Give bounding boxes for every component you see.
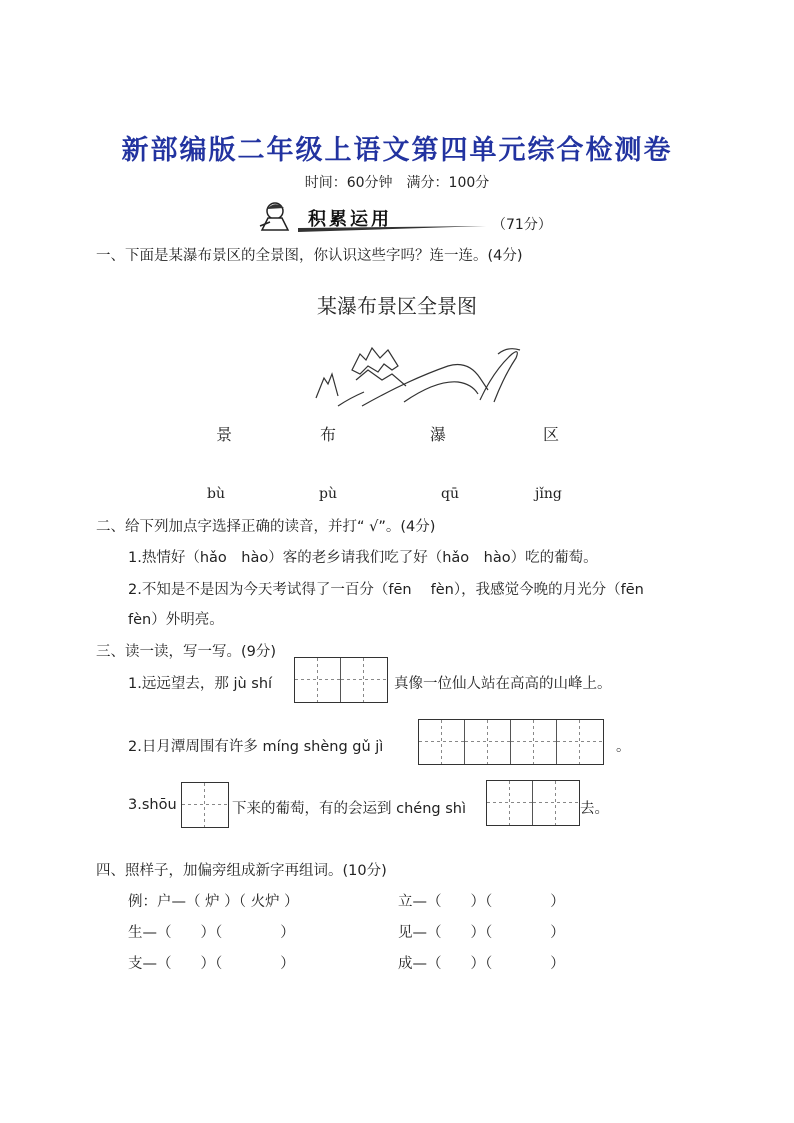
writing-grid-mingshengguji[interactable] bbox=[418, 719, 604, 765]
q4-row-3-right: 成—（ ）（ ） bbox=[398, 956, 565, 972]
question-2-line-1: 1.热情好（hǎo hào）客的老乡请我们吃了好（hǎo hào）吃的葡萄。 bbox=[128, 550, 598, 566]
q3-item-2-rest: 。 bbox=[616, 739, 631, 755]
section-score: （71分） bbox=[492, 217, 552, 233]
q4-row-1-left: 例：户—（ 炉 ）（ 火炉 ） bbox=[128, 894, 299, 910]
question-2-line-2: 2.不知是不是因为今天考试得了一百分（fēn fèn），我感觉今晚的月光分（fēn bbox=[128, 582, 644, 598]
pinyin-qu: qū bbox=[441, 486, 459, 502]
q3-item-3-rest: 去。 bbox=[580, 801, 609, 817]
q4-row-2-right: 见—（ ）（ ） bbox=[398, 925, 565, 941]
question-4-prompt: 四、照样子，加偏旁组成新字再组词。(10分) bbox=[96, 863, 387, 879]
page-title: 新部编版二年级上语文第四单元综合检测卷 bbox=[121, 135, 673, 166]
pinyin-bu: bù bbox=[207, 486, 225, 502]
q3-item-2-text: 2.日月潭周围有许多 míng shèng gǔ jì bbox=[128, 739, 384, 755]
q3-item-1-rest: 真像一位仙人站在高高的山峰上。 bbox=[394, 676, 612, 692]
q4-row-2-left: 生—（ ）（ ） bbox=[128, 925, 295, 941]
pinyin-jing: jǐng bbox=[535, 486, 562, 502]
question-1-prompt: 一、下面是某瀑布景区的全景图，你认识这些字吗？连一连。(4分) bbox=[96, 248, 523, 264]
q3-item-1-text: 1.远远望去，那 jù shí bbox=[128, 676, 273, 692]
char-qu: 区 bbox=[543, 425, 560, 444]
scenic-map-title: 某瀑布景区全景图 bbox=[317, 294, 477, 318]
q4-row-1-right: 立—（ ）（ ） bbox=[398, 894, 565, 910]
question-2-line-2-cont: fèn）外明亮。 bbox=[128, 612, 224, 628]
question-3-prompt: 三、读一读，写一写。(9分) bbox=[96, 644, 277, 660]
char-bu: 布 bbox=[320, 425, 337, 444]
question-2-prompt: 二、给下列加点字选择正确的读音，并打“ √”。(4分) bbox=[96, 519, 436, 535]
section-label: 积累运用 bbox=[308, 209, 392, 230]
writing-grid-chengshi[interactable] bbox=[486, 780, 580, 826]
char-pu: 瀑 bbox=[430, 425, 447, 444]
q3-item-3-mid: 下来的葡萄，有的会运到 chéng shì bbox=[232, 801, 466, 817]
char-jing: 景 bbox=[216, 425, 233, 444]
mountain-waterfall-drawing bbox=[308, 340, 528, 410]
writing-grid-shou[interactable] bbox=[181, 782, 229, 828]
pinyin-pu: pù bbox=[319, 486, 337, 502]
exam-info: 时间：60分钟 满分：100分 bbox=[304, 175, 490, 191]
mascot-icon bbox=[260, 203, 288, 230]
q4-row-3-left: 支—（ ）（ ） bbox=[128, 956, 295, 972]
writing-grid-jushi[interactable] bbox=[294, 657, 388, 703]
q3-item-3-text: 3.shōu bbox=[128, 797, 177, 813]
